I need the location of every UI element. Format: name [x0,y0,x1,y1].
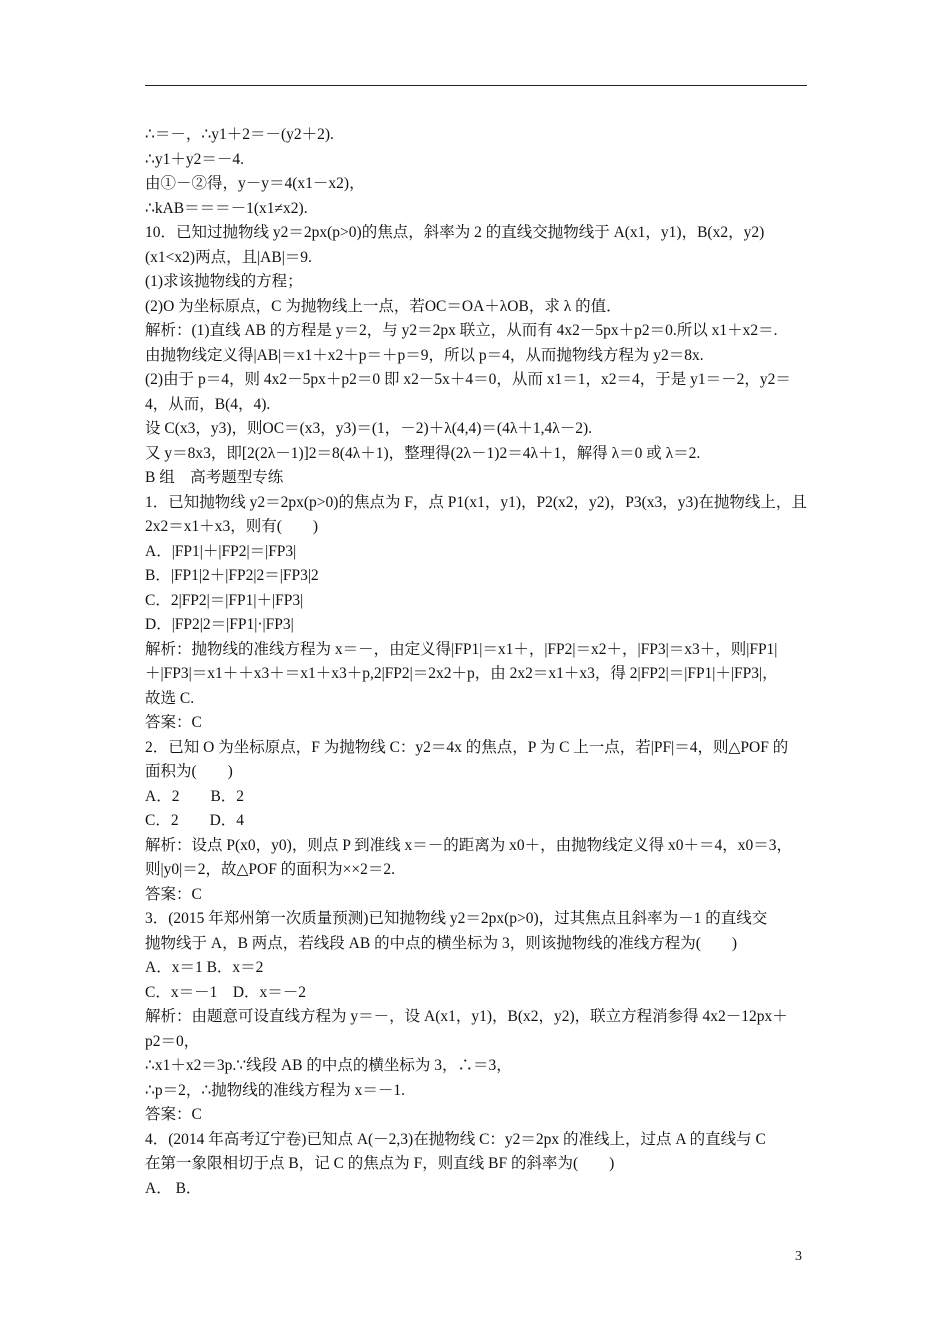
text-line: 4．(2014 年高考辽宁卷)已知点 A(－2,3)在抛物线 C：y2＝2px 的准线上，过点 A 的直线与 C [145,1130,766,1148]
header-rule [145,85,807,86]
text-line: 故选 C. [145,689,195,707]
text-line: 答案：C [145,885,202,903]
text-line: 1．已知抛物线 y2＝2px(p>0)的焦点为 F，点 P1(x1，y1)，P2(x2，y2)，P3(x3，y3)在抛物线上，且 [145,493,807,511]
text-line: B 组 高考题型专练 [145,469,284,486]
text-line: B．|FP1|2＋|FP2|2＝|FP3|2 [145,567,319,584]
text-line: A．x＝1 B．x＝2 [145,959,264,976]
text-line: 则|y0|＝2，故△POF 的面积为××2＝2. [145,861,396,878]
text-line: 答案：C [145,714,202,731]
text-line: A． B． [145,1179,202,1197]
text-line: D．|FP2|2＝|FP1|·|FP3| [145,616,294,633]
text-line: 2．已知 O 为坐标原点，F 为抛物线 C：y2＝4x 的焦点，P 为 C 上一点，若|PF|＝4，则△POF 的 [145,738,789,756]
text-line: C．x＝－1 D．x＝－2 [145,983,307,1001]
text-line: 在第一象限相切于点 B，记 C 的焦点为 F，则直线 BF 的斜率为( ) [145,1155,615,1172]
text-line: 4，从而，B(4，4). [145,395,271,413]
text-line: 抛物线于 A，B 两点，若线段 AB 的中点的横坐标为 3，则该抛物线的准线方程为( ) [145,934,738,952]
text-line: (1)求该抛物线的方程； [145,273,303,290]
text-line: 2x2＝x1＋x3，则有( ) [145,518,319,535]
text-line: 3．(2015 年郑州第一次质量预测)已知抛物线 y2＝2px(p>0)，过其焦点且斜率为－1 的直线交 [145,910,768,927]
text-line: 由抛物线定义得|AB|＝x1＋x2＋p＝＋p＝9，所以 p＝4，从而抛物线方程为 y2＝8x. [145,346,704,364]
text-line: 解析：设点 P(x0，y0)，则点 P 到准线 x＝－的距离为 x0＋，由抛物线定义得 x0＋＝4，x0＝3， [145,836,792,854]
text-line: 由①－②得，y－y＝4(x1－x2)， [145,175,365,192]
text-line: (2)由于 p＝4，则 4x2－5px＋p2＝0 即 x2－5x＋4＝0，从而 x1＝1，x2＝4，于是 y1＝－2，y2＝ [145,371,791,388]
page-body [145,123,810,1201]
text-line: 答案：C [145,1106,202,1123]
text-line: ∴kAB＝＝＝－1(x1≠x2). [145,199,308,217]
text-line: A．2 B．2 [145,787,245,805]
text-line: (2)O 为坐标原点，C 为抛物线上一点，若OC＝OA＋λOB，求 λ 的值． [145,297,622,315]
text-line: (x1<x2)两点，且|AB|＝9. [145,248,312,266]
text-line: C．2|FP2|＝|FP1|＋|FP3| [145,591,304,609]
text-line: 又 y＝8x3，即[2(2λ－1)]2＝8(4λ＋1)，整理得(2λ－1)2＝4λ＋1，解得 λ＝0 或 λ＝2. [145,444,701,462]
text-line: 解析：(1)直线 AB 的方程是 y＝2，与 y2＝2px 联立，从而有 4x2－5px＋p2＝0.所以 x1＋x2＝. [145,322,778,339]
text-line: ∴＝－，∴y1＋2＝－(y2＋2). [145,126,334,143]
text-line: C．2 D．4 [145,812,245,829]
text-line: ∴y1＋y2＝－4. [145,150,244,168]
text-line: 解析：抛物线的准线方程为 x＝－，由定义得|FP1|＝x1＋，|FP2|＝x2＋，|FP3|＝x3＋，则|FP1| [145,640,778,658]
text-line: p2＝0， [145,1032,200,1050]
page-number: 3 [795,1249,802,1264]
text-line: ∴x1＋x2＝3p.∵线段 AB 的中点的横坐标为 3，∴＝3， [145,1057,512,1074]
text-line: 面积为( ) [145,763,233,780]
text-line: ＋|FP3|＝x1＋＋x3＋＝x1＋x3＋p,2|FP2|＝2x2＋p，由 2x2＝x1＋x3，得 2|FP2|＝|FP1|＋|FP3|， [145,665,778,682]
text-line: A．|FP1|＋|FP2|＝|FP3| [145,542,297,560]
text-line: 解析：由题意可设直线方程为 y＝－，设 A(x1，y1)，B(x2，y2)，联立方程消参得 4x2－12px＋ [145,1008,788,1025]
text-line: 设 C(x3，y3)，则OC＝(x3，y3)＝(1，－2)＋λ(4,4)＝(4λ＋1,4λ－2). [145,420,593,437]
text-line: 10．已知过抛物线 y2＝2px(p>0)的焦点，斜率为 2 的直线交抛物线于 A(x1，y1)，B(x2，y2) [145,224,765,241]
text-line: ∴p＝2，∴抛物线的准线方程为 x＝－1. [145,1081,405,1099]
